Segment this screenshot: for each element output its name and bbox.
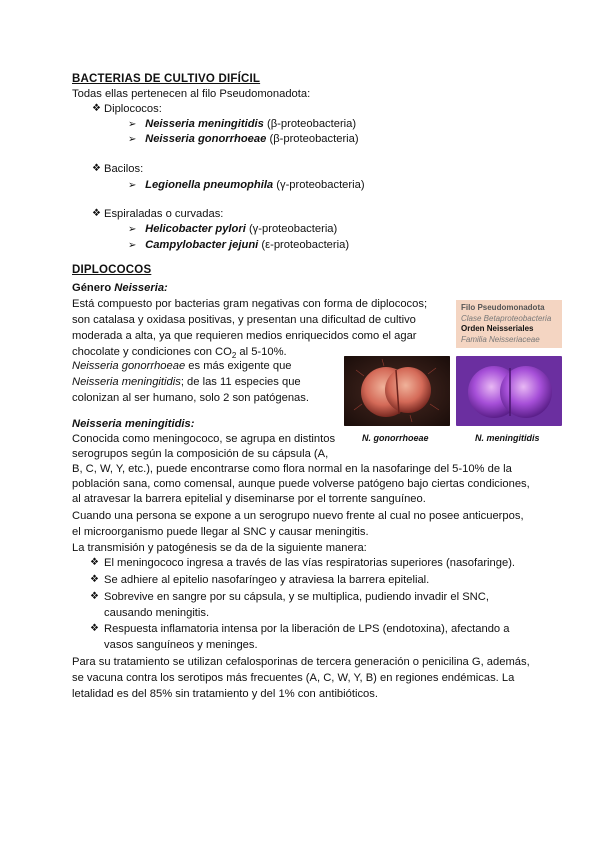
- subsection-heading: Neisseria meningitidis:: [72, 418, 195, 430]
- diamond-bullet-icon: ❖: [92, 103, 101, 114]
- intro-text: Todas ellas pertenecen al filo Pseudomonadota:: [72, 88, 311, 100]
- list-item: ❖ Respuesta inflamatoria intensa por la liberación de LPS (endotoxina), afectando a vasos sanguíneos y meninges.: [90, 623, 510, 651]
- arrow-bullet-icon: ➢: [128, 119, 137, 130]
- caption-meningitidis: N. meningitidis: [475, 433, 540, 443]
- list-item: ➢ Neisseria gonorrhoeae (β-proteobacteria): [128, 131, 359, 148]
- diamond-bullet-icon: ❖: [90, 623, 99, 634]
- arrow-bullet-icon: ➢: [128, 180, 137, 191]
- genus-heading: Género Neisseria:: [72, 282, 168, 294]
- list-item: ➢ Neisseria meningitidis (β-proteobacteria): [128, 116, 356, 133]
- list-item: ❖ El meningococo ingresa a través de las vías respiratorias superiores (nasofaringe).: [90, 557, 516, 569]
- diamond-bullet-icon: ❖: [92, 163, 101, 174]
- diamond-bullet-icon: ❖: [90, 574, 99, 585]
- list-item: ➢ Helicobacter pylori (γ-proteobacteria): [128, 221, 337, 238]
- paragraph-line: B, C, W, Y, etc.), puede encontrarse como flora normal en la nasofaringe del 5-10% de la: [72, 463, 512, 475]
- page-title: BACTERIAS DE CULTIVO DIFÍCIL: [72, 73, 261, 85]
- list-item: ➢ Campylobacter jejuni (ε-proteobacteria): [128, 237, 349, 254]
- gonorrhoeae-image: [344, 356, 450, 426]
- arrow-bullet-icon: ➢: [128, 134, 137, 145]
- paragraph-line: población sana, como comensal, aunque puede volverse patógeno bajo ciertas condiciones,: [72, 478, 530, 490]
- list-item: ❖ Se adhiere al epitelio nasofaríngeo y atraviesa la barrera epitelial.: [90, 574, 430, 586]
- diamond-bullet-icon: ❖: [92, 208, 101, 219]
- section-title: DIPLOCOCOS: [72, 264, 152, 276]
- paragraph-line: Conocida como meningococo, se agrupa en distintos: [72, 433, 336, 445]
- diamond-bullet-icon: ❖: [90, 557, 99, 568]
- paragraph-exposure: Cuando una persona se expone a un serogrupo nuevo frente al cual no posee anticuerpos, el microorganismo puede llegar al SNC y causar meningitis.: [72, 510, 524, 538]
- paragraph-transmission: La transmisión y patogénesis se da de la siguiente manera:: [72, 542, 367, 554]
- group-bacilos: ❖ Bacilos:: [92, 163, 144, 175]
- group-espiraladas: ❖ Espiraladas o curvadas:: [92, 208, 224, 220]
- group-diplococos: ❖ Diplococos:: [92, 103, 162, 115]
- list-item: ❖ Sobrevive en sangre por su cápsula, y se multiplica, pudiendo invadir el SNC, causando meningitis.: [90, 591, 489, 619]
- taxonomy-box: Filo Pseudomonadota Clase Betaproteobacteria Orden Neisseriales Familia Neisseriaceae: [456, 300, 562, 348]
- paragraph-description: Está compuesto por bacterias gram negativas con forma de diplococos; son catalasa y oxidasa positivas, y presentan una dificultad de cultivo moderada a alta, ya que requieren medios enriquecidos como el agar chocolate y condiciones con $CO_2$ al 5-10%.: [72, 298, 428, 361]
- paragraph-line: serogrupos según la composición de su cápsula (A,: [72, 448, 329, 460]
- caption-gonorrhoeae: N. gonorrhoeae: [362, 433, 429, 443]
- arrow-bullet-icon: ➢: [128, 240, 137, 251]
- arrow-bullet-icon: ➢: [128, 224, 137, 235]
- diamond-bullet-icon: ❖: [90, 591, 99, 602]
- paragraph-treatment: Para su tratamiento se utilizan cefalosporinas de tercera generación o penicilina G, además, se vacuna contra los serotipos más frecuentes (A, C, W, Y, B) en regiones endémicas. La letalidad es del 85% sin tratamiento y del 1% con antibióticos.: [72, 656, 530, 700]
- meningitidis-image: [456, 356, 562, 426]
- paragraph-comparison: Neisseria gonorrhoeae es más exigente que Neisseria meningitidis; de las 11 especies que colonizan al ser humano, solo 2 son patógenas.: [72, 360, 309, 404]
- paragraph-line: al atravesar la barrera epitelial y diseminarse por el torrente sanguíneo.: [72, 493, 426, 505]
- list-item: ➢ Legionella pneumophila (γ-proteobacteria): [128, 177, 365, 194]
